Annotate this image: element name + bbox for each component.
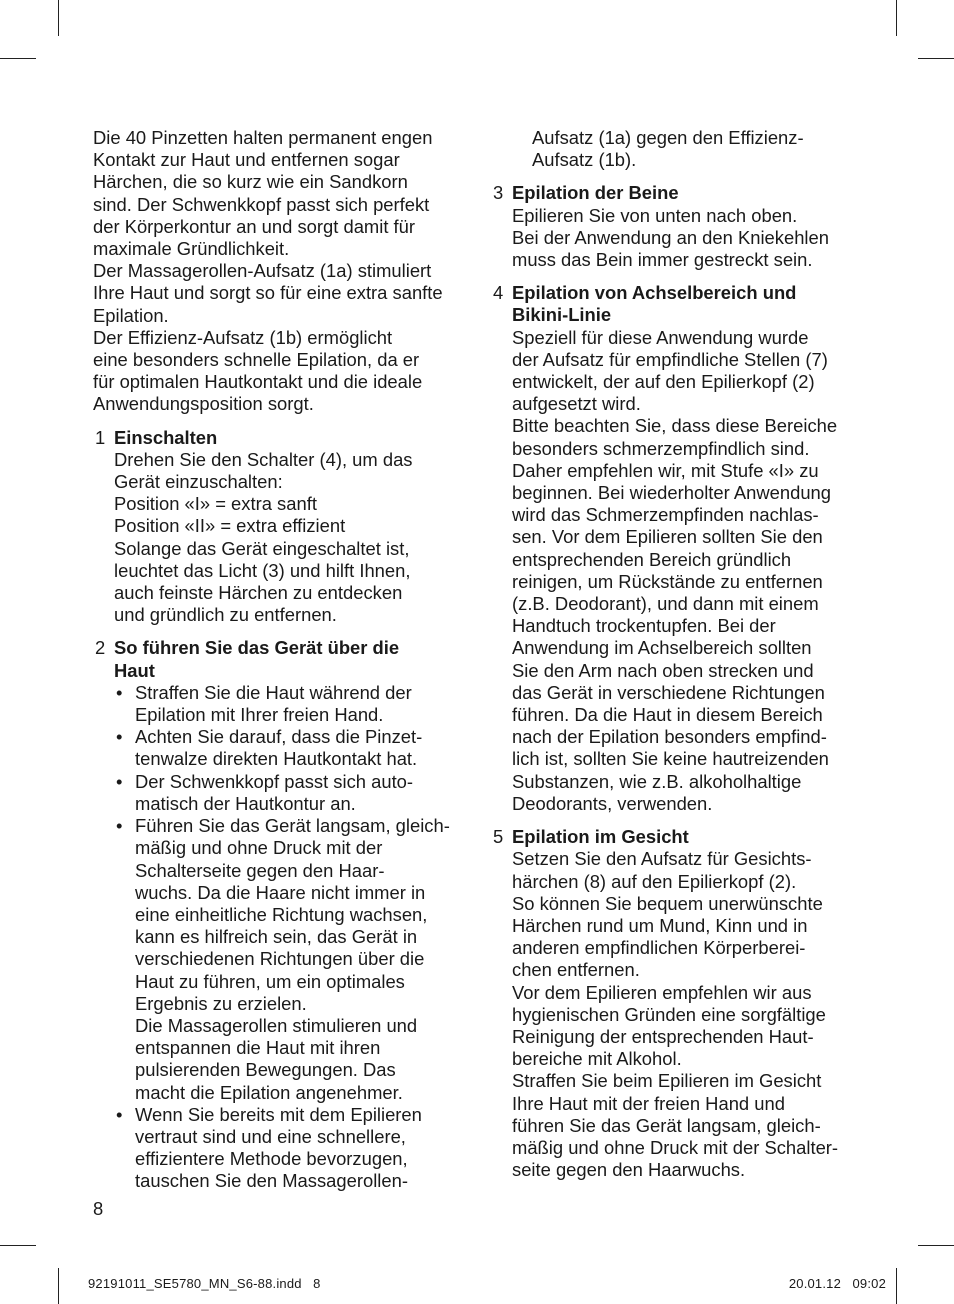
- text-line: macht die Epilation angenehmer.: [135, 1081, 403, 1103]
- page-number: 8: [93, 1198, 104, 1219]
- text-line: Solange das Gerät eingeschaltet ist,: [114, 537, 410, 559]
- list-item: [114, 726, 467, 770]
- section-number: 3: [493, 182, 504, 204]
- section-number: 2: [95, 637, 106, 659]
- text-line: führen Sie das Gerät langsam, gleich-: [512, 1114, 821, 1136]
- text-line: Aufsatz (1a) gegen den Effizienz-: [532, 127, 804, 148]
- text-line: Bitte beachten Sie, dass diese Bereiche: [512, 415, 838, 437]
- crop-mark: [58, 1268, 59, 1304]
- text-line: Wenn Sie bereits mit dem Epilieren: [135, 1103, 422, 1125]
- text-line: Die 40 Pinzetten halten permanent engen: [93, 127, 433, 148]
- text-line: Anwendung im Achselbereich sollten: [512, 637, 812, 659]
- text-line: kann es hilfreich sein, das Gerät in: [135, 926, 418, 948]
- text-line: pulsierenden Bewegungen. Das: [135, 1059, 396, 1081]
- text-line: beginnen. Bei wiederholter Anwendung: [512, 482, 832, 504]
- section-achsel-bikini: [491, 282, 865, 815]
- section-number: 5: [493, 826, 504, 848]
- text-line: Vor dem Epilieren empfehlen wir aus: [512, 981, 812, 1003]
- text-line: wird das Schmerzempfinden nachlas-: [512, 504, 819, 526]
- text-line: Gerät einzuschalten:: [114, 471, 283, 493]
- bullet-list: [114, 682, 467, 1193]
- text-line: härchen (8) auf den Epilierkopf (2).: [512, 870, 797, 892]
- text-line: Aufsatz (1b).: [532, 149, 637, 171]
- text-line: (z.B. Deodorant), und dann mit einem: [512, 593, 819, 615]
- section-title: Epilation im Gesicht: [512, 826, 689, 848]
- text-line: Bei der Anwendung an den Kniekehlen: [512, 226, 829, 248]
- text-line: Epilation mit Ihrer freien Hand.: [135, 704, 384, 726]
- section-title: Bikini-Linie: [512, 304, 612, 326]
- text-line: Epilieren Sie von unten nach oben.: [512, 204, 798, 226]
- text-line: entsprechenden Bereich gründlich: [512, 548, 792, 570]
- list-item: [114, 1104, 467, 1193]
- text-line: Position «I» = extra sanft: [114, 493, 317, 515]
- left-column: [93, 127, 467, 1193]
- text-line: sind. Der Schwenkkopf passt sich perfekt: [93, 193, 430, 215]
- text-line: Deodorants, verwenden.: [512, 792, 713, 814]
- text-line: seite gegen den Haarwuchs.: [512, 1159, 746, 1181]
- text-line: So können Sie bequem unerwünschte: [512, 892, 823, 914]
- section-title: Haut: [114, 659, 155, 681]
- text-line: Reinigung der entsprechenden Haut-: [512, 1025, 814, 1047]
- crop-mark: [0, 1245, 36, 1246]
- section-geraet-fuehren: [93, 637, 467, 1192]
- text-line: Härchen rund um Mund, Kinn und in: [512, 914, 808, 936]
- print-slug-date: 20.01.12 09:02: [788, 1276, 886, 1291]
- text-line: Daher empfehlen wir, mit Stufe «I» zu: [512, 459, 819, 481]
- text-line: hygienischen Gründen eine sorgfältige: [512, 1003, 826, 1025]
- text-line: Position «II» = extra effizient: [114, 515, 346, 537]
- text-line: Achten Sie darauf, dass die Pinzet-: [135, 726, 423, 748]
- crop-mark: [896, 0, 897, 36]
- text-line: tauschen Sie den Massagerollen-: [135, 1170, 408, 1192]
- text-line: Die Massagerollen stimulieren und: [135, 1014, 418, 1036]
- intro-paragraph: [93, 127, 467, 416]
- text-line: Der Effizienz-Aufsatz (1b) ermöglicht: [93, 326, 393, 348]
- text-line: Sie den Arm nach oben strecken und: [512, 659, 814, 681]
- text-line: führen. Da die Haut in diesem Bereich: [512, 704, 823, 726]
- section-number: 4: [493, 282, 504, 304]
- text-line: Substanzen, wie z.B. alkoholhaltige: [512, 770, 802, 792]
- section-title: Einschalten: [114, 426, 218, 448]
- right-column: [491, 127, 865, 1181]
- text-line: Straffen Sie beim Epilieren im Gesicht: [512, 1070, 822, 1092]
- text-line: der Körperkontur an und sorgt damit für: [93, 215, 416, 237]
- text-line: Anwendungsposition sorgt.: [93, 393, 314, 415]
- text-line: Setzen Sie den Aufsatz für Gesichts-: [512, 848, 812, 870]
- text-line: entwickelt, der auf den Epilierkopf (2): [512, 371, 815, 393]
- bullet-icon: •: [116, 681, 123, 703]
- text-line: lich ist, sollten Sie keine hautreizenden: [512, 748, 829, 770]
- print-slug-file: 92191011_SE5780_MN_S6-88.indd 8: [88, 1276, 321, 1291]
- text-line: Speziell für diese Anwendung wurde: [512, 326, 809, 348]
- list-item: [114, 815, 467, 1104]
- text-line: wuchs. Da die Haare nicht immer in: [135, 881, 426, 903]
- text-line: Handtuch trockentupfen. Bei der: [512, 615, 776, 637]
- text-line: aufgesetzt wird.: [512, 393, 641, 415]
- text-line: sen. Vor dem Epilieren sollten Sie den: [512, 526, 823, 548]
- text-line: Ihre Haut mit der freien Hand und: [512, 1092, 785, 1114]
- text-line: vertraut sind und eine schnellere,: [135, 1125, 406, 1147]
- text-line: bereiche mit Alkohol.: [512, 1048, 682, 1070]
- crop-mark: [918, 58, 954, 59]
- text-line: für optimalen Hautkontakt und die ideale: [93, 371, 423, 393]
- text-line: muss das Bein immer gestreckt sein.: [512, 249, 813, 271]
- section-einschalten: [93, 427, 467, 627]
- list-item: [114, 682, 467, 726]
- crop-mark: [896, 1268, 897, 1304]
- text-line: der Aufsatz für empfindliche Stellen (7): [512, 348, 828, 370]
- crop-mark: [58, 0, 59, 36]
- text-line: auch feinste Härchen zu entdecken: [114, 582, 403, 604]
- section-epilation-beine: [491, 182, 865, 271]
- list-item: [114, 771, 467, 815]
- text-line: Der Massagerollen-Aufsatz (1a) stimuliert: [93, 260, 432, 282]
- section-title: Epilation der Beine: [512, 182, 679, 204]
- text-line: Drehen Sie den Schalter (4), um das: [114, 448, 413, 470]
- text-line: nach der Epilation besonders empfind-: [512, 726, 827, 748]
- text-line: das Gerät in verschiedene Richtungen: [512, 681, 825, 703]
- section-epilation-gesicht: [491, 826, 865, 1181]
- text-line: tenwalze direkten Hautkontakt hat.: [135, 748, 418, 770]
- text-line: Kontakt zur Haut und entfernen sogar: [93, 149, 400, 171]
- text-line: mäßig und ohne Druck mit der Schalter-: [512, 1136, 839, 1158]
- text-line: und gründlich zu entfernen.: [114, 604, 337, 626]
- text-line: Straffen Sie die Haut während der: [135, 681, 412, 703]
- text-line: Härchen, die so kurz wie ein Sandkorn: [93, 171, 408, 193]
- text-line: chen entfernen.: [512, 959, 640, 981]
- text-line: reinigen, um Rückstände zu entfernen: [512, 570, 823, 592]
- text-line: Haut zu führen, um ein optimales: [135, 970, 405, 992]
- text-line: Der Schwenkkopf passt sich auto-: [135, 770, 414, 792]
- bullet-icon: •: [116, 1103, 123, 1125]
- section-title: Epilation von Achselbereich und: [512, 282, 797, 304]
- crop-mark: [0, 58, 36, 59]
- continued-bullet-text: [491, 127, 865, 171]
- text-line: Epilation.: [93, 304, 169, 326]
- section-title: So führen Sie das Gerät über die: [114, 637, 400, 659]
- crop-mark: [918, 1245, 954, 1246]
- text-line: verschiedenen Richtungen über die: [135, 948, 425, 970]
- section-number: 1: [95, 426, 106, 448]
- text-line: Schalterseite gegen den Haar-: [135, 859, 385, 881]
- bullet-icon: •: [116, 815, 123, 837]
- text-line: entspannen die Haut mit ihren: [135, 1037, 381, 1059]
- text-line: Führen Sie das Gerät langsam, gleich-: [135, 815, 450, 837]
- text-line: maximale Gründlichkeit.: [93, 238, 290, 260]
- text-line: mäßig und ohne Druck mit der: [135, 837, 383, 859]
- text-line: effizientere Methode bevorzugen,: [135, 1148, 408, 1170]
- text-line: Ergebnis zu erzielen.: [135, 992, 307, 1014]
- text-line: leuchtet das Licht (3) und hilft Ihnen,: [114, 559, 411, 581]
- text-line: Ihre Haut und sorgt so für eine extra sanfte: [93, 282, 443, 304]
- bullet-icon: •: [116, 770, 123, 792]
- bullet-icon: •: [116, 726, 123, 748]
- text-line: eine besonders schnelle Epilation, da er: [93, 349, 420, 371]
- text-line: anderen empfindlichen Körperberei-: [512, 937, 806, 959]
- text-line: matisch der Hautkontur an.: [135, 792, 356, 814]
- text-line: eine einheitliche Richtung wachsen,: [135, 903, 428, 925]
- text-line: besonders schmerzempfindlich sind.: [512, 437, 810, 459]
